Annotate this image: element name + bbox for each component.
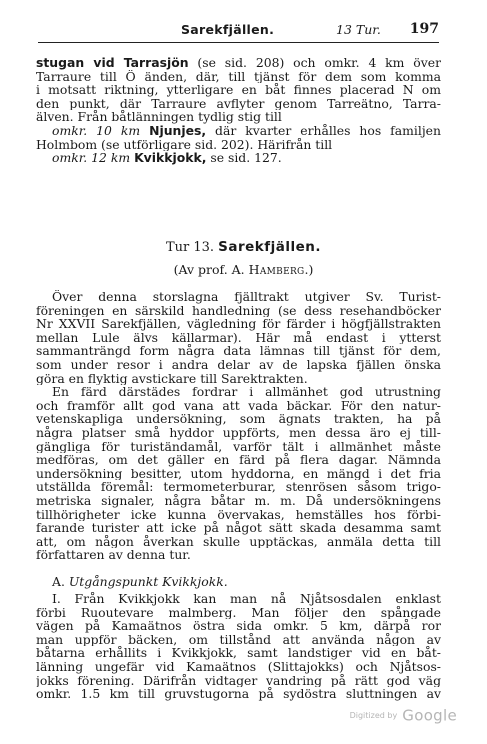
text-line bbox=[36, 385, 441, 399]
watermark-prefix: Digitized by bbox=[349, 710, 398, 720]
text-line bbox=[36, 494, 441, 508]
text-line bbox=[36, 426, 441, 440]
text-run: älven. Från båtlänningen tydlig stig till bbox=[36, 110, 282, 124]
text-run: utställda föremål: termometerburar, stenrösen såsom trigo- bbox=[36, 480, 441, 494]
header-tur: 13 Tur. bbox=[336, 22, 381, 37]
text-line bbox=[36, 56, 441, 70]
page-number: 197 bbox=[409, 21, 439, 37]
text-line bbox=[36, 548, 441, 562]
text-run: i motsatt riktning, ytterligare en båt finnes placerad N om bbox=[36, 83, 441, 97]
sub-paragraph bbox=[36, 592, 441, 701]
text-run: vetenskapliga undersökning, som ägnats trakten, ha på bbox=[36, 412, 441, 426]
place-name: stugan vid Tarrasjön bbox=[36, 56, 189, 70]
text-run: sammanträngd form några data lämnas till tjänst för dem, bbox=[36, 344, 441, 358]
text-line bbox=[36, 399, 441, 413]
text-run: några platser små hyddor uppförts, men dessa äro ej till- bbox=[36, 425, 441, 440]
text-run: förbi Ruoutevare malmberg. Man följer den spångade bbox=[36, 605, 441, 620]
section-name: Sarekfjällen. bbox=[218, 239, 322, 255]
text-line bbox=[36, 151, 441, 165]
text-line bbox=[36, 660, 441, 674]
text-run: omkr. 1.5 km till gruvstugorna på sydöstra sluttningen av bbox=[36, 687, 441, 701]
text-run: länning ungefär vid Kamaätnos (Slittajokks) och Njåtsos- bbox=[36, 659, 441, 674]
section-author bbox=[0, 262, 487, 277]
author-prefix: (Av prof. A. bbox=[173, 262, 245, 277]
section-tur-label: Tur 13. bbox=[165, 240, 215, 255]
section-heading bbox=[0, 239, 487, 255]
header-title: Sarekfjällen. bbox=[181, 22, 275, 37]
text-run: Holmbom (se utförligare sid. 202). Härifrån till bbox=[36, 137, 333, 152]
text-run: omkr. 10 km bbox=[52, 123, 150, 138]
text-run: gängliga för turiständamål, varför tält i allmänhet måste bbox=[36, 439, 441, 454]
text-run: författaren av denna tur. bbox=[36, 548, 191, 562]
text-line bbox=[36, 467, 441, 481]
text-run: båtarna erhållits i Kvikkjokk, samt landstiger vid en båt- bbox=[36, 646, 441, 660]
text-line bbox=[36, 535, 441, 549]
subsection-label: A. bbox=[52, 575, 65, 589]
text-run: vägen på Kamaätnos östra sida omkr. 5 km, därpå ror bbox=[36, 619, 441, 633]
text-run: medföras, om det gäller en färd på flera dagar. Nämnda bbox=[36, 453, 441, 467]
digitization-watermark bbox=[350, 705, 457, 725]
text-line bbox=[36, 606, 441, 620]
top-paragraph bbox=[36, 56, 441, 165]
text-line bbox=[36, 70, 441, 84]
text-run: mellan Lule älvs källarmar). Här må endast i ytterst bbox=[36, 330, 441, 345]
text-run: (se sid. 208) och omkr. 4 km över bbox=[188, 56, 441, 70]
subsection-heading bbox=[36, 575, 441, 589]
text-run: Nr XXVII Sarekfjällen, vägledning för färder i högfjällstrakten bbox=[36, 317, 441, 331]
text-line bbox=[36, 317, 441, 331]
text-line bbox=[36, 633, 441, 647]
text-run: se sid. 127. bbox=[206, 151, 282, 165]
text-run: tillhörigheter icke kunna övervakas, hemställes hos förbi- bbox=[36, 507, 441, 522]
text-run: omkr. 12 km bbox=[52, 151, 135, 165]
text-line bbox=[36, 619, 441, 633]
text-line bbox=[36, 453, 441, 467]
text-run: som under resor i andra delar av de lapska fjällen önska bbox=[36, 357, 441, 372]
text-line bbox=[36, 687, 441, 701]
text-run: och framför allt god vana att vada bäckar. För den natur- bbox=[36, 398, 441, 413]
text-line bbox=[36, 331, 441, 345]
text-line bbox=[36, 138, 441, 152]
text-line bbox=[36, 508, 441, 522]
google-logo: Google bbox=[402, 706, 457, 724]
text-line bbox=[36, 440, 441, 454]
text-line bbox=[36, 372, 441, 386]
text-line bbox=[36, 83, 441, 97]
text-run: En färd därstädes fordrar i allmänhet god utrustning bbox=[52, 385, 441, 399]
text-line bbox=[36, 646, 441, 660]
text-line bbox=[36, 290, 441, 304]
subsection-title: Utgångspunkt Kvikkjokk. bbox=[68, 575, 228, 589]
author-suffix: .) bbox=[304, 262, 314, 277]
text-line bbox=[36, 97, 441, 111]
text-line bbox=[36, 304, 441, 318]
text-run: Tarraure till Ö änden, där, till tjänst för dem som komma bbox=[36, 69, 441, 84]
text-run: den punkt, där Tarraure avflyter genom Tarreätno, Tarra- bbox=[36, 96, 441, 111]
text-line bbox=[36, 124, 441, 138]
text-line bbox=[36, 480, 441, 494]
place-name: Kvikkjokk, bbox=[134, 151, 207, 165]
text-run: jokks förening. Därifrån vidtager vandring på rätt god väg bbox=[36, 673, 441, 688]
text-line bbox=[36, 110, 441, 124]
text-run: att, om någon åverkan skulle upptäckas, anmäla detta till bbox=[36, 534, 441, 549]
text-run: föreningen en särskild handledning (se dess resehandböcker bbox=[36, 303, 441, 318]
text-line bbox=[36, 412, 441, 426]
text-line bbox=[36, 674, 441, 688]
text-run: farande turister att icke på något sätt skada desamma samt bbox=[36, 521, 441, 535]
place-name: Njunjes, bbox=[149, 123, 207, 138]
author-name: Hamberg bbox=[248, 262, 305, 277]
text-run: där kvarter erhålles hos familjen bbox=[206, 123, 441, 138]
text-line bbox=[36, 521, 441, 535]
main-paragraph bbox=[36, 290, 441, 562]
text-line bbox=[36, 344, 441, 358]
text-run: metriska signaler, några båtar m. m. Då undersökningens bbox=[36, 493, 441, 508]
text-run: I. Från Kvikkjokk kan man nå Njåtsosdalen enklast bbox=[52, 592, 441, 606]
running-header bbox=[38, 20, 439, 43]
text-run: Över denna storslagna fjälltrakt utgiver Sv. Turist- bbox=[52, 290, 441, 304]
text-run: undersökning besitter, utom hyddorna, en mängd i det fria bbox=[36, 466, 441, 481]
text-line bbox=[36, 592, 441, 606]
text-run: man uppför bäcken, om tillstånd att använda någon av bbox=[36, 632, 441, 647]
text-line bbox=[36, 358, 441, 372]
text-run: göra en flyktig avstickare till Sarektrakten. bbox=[36, 371, 308, 386]
